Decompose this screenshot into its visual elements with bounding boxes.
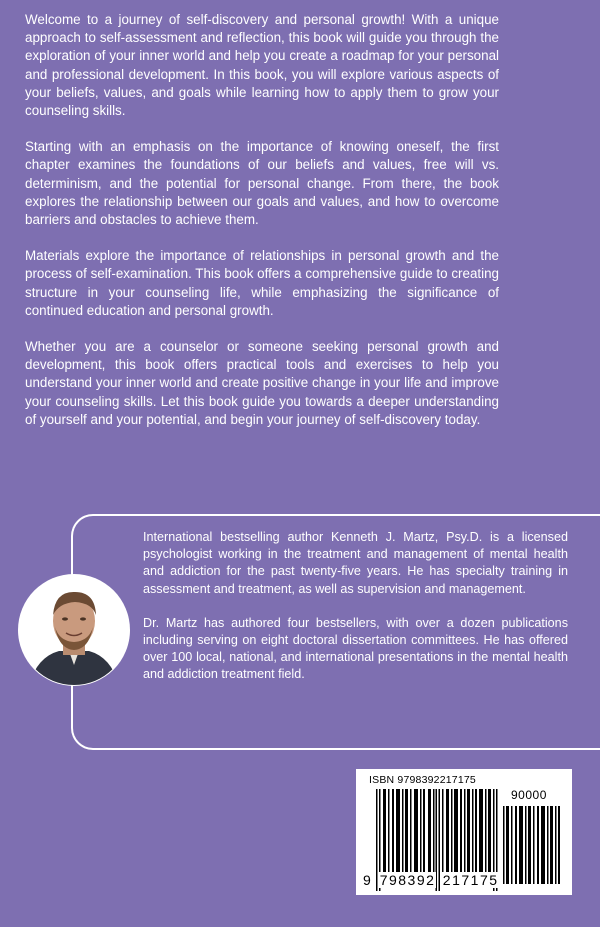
blurb-paragraph-4: Whether you are a counselor or someone seeking personal growth and development, this book offers practical tools and exercises to help you understand your inner world and create positive change in your life and improve your counseling skills. Let this book guide you towards a deeper understanding of yourself and your potential, and begin your journey of self-discovery today. — [25, 339, 499, 427]
blurb-paragraph-3: Materials explore the importance of relationships in personal growth and the process of self-examination. This book offers a comprehensive guide to creating structure in your counseling life, while emphasizing the significance of continued education and personal growth. — [25, 248, 499, 318]
isbn-label: ISBN 9798392217175 — [369, 774, 476, 786]
author-bio — [143, 529, 568, 701]
isbn-barcode — [356, 769, 572, 895]
author-photo — [19, 575, 129, 685]
blurb-paragraph-2: Starting with an emphasis on the importance of knowing oneself, the first chapter examines the foundations of our beliefs and values, free will vs. determinism, and the potential for personal change. From there, the book explores the relationship between our goals and values, and how to overcome barriers and obstacles to achieve them. — [25, 139, 499, 228]
barcode-digit-first: 9 — [363, 872, 373, 888]
price-addon-bars-icon — [503, 806, 561, 884]
barcode-digits — [362, 872, 500, 888]
barcode-digits-group1: 798392 — [379, 872, 436, 888]
author-portrait-icon — [19, 575, 129, 685]
book-blurb — [25, 11, 499, 447]
bio-paragraph-2: Dr. Martz has authored four bestsellers, with over a dozen publications including serving on eight doctoral dissertation committees. He has offered over 100 local, national, and international presentations in the mental health and addiction treatment field. — [143, 615, 568, 682]
barcode-digits-group2: 217175 — [442, 872, 499, 888]
bio-paragraph-1: International bestselling author Kenneth J. Martz, Psy.D. is a licensed psychologist working in the treatment and management of mental health and addiction for the past twenty-five years. He has specialty training in assessment and treatment, as well as supervision and management. — [143, 530, 568, 596]
blurb-paragraph-1: Welcome to a journey of self-discovery and personal growth! With a unique approach to self-assessment and reflection, this book will guide you through the exploration of your inner world and help you create a roadmap for your personal and professional development. In this book, you will explore various aspects of your beliefs, values, and goals while learning how to apply them to grow your counseling skills. — [25, 12, 499, 119]
price-code: 90000 — [511, 788, 547, 802]
